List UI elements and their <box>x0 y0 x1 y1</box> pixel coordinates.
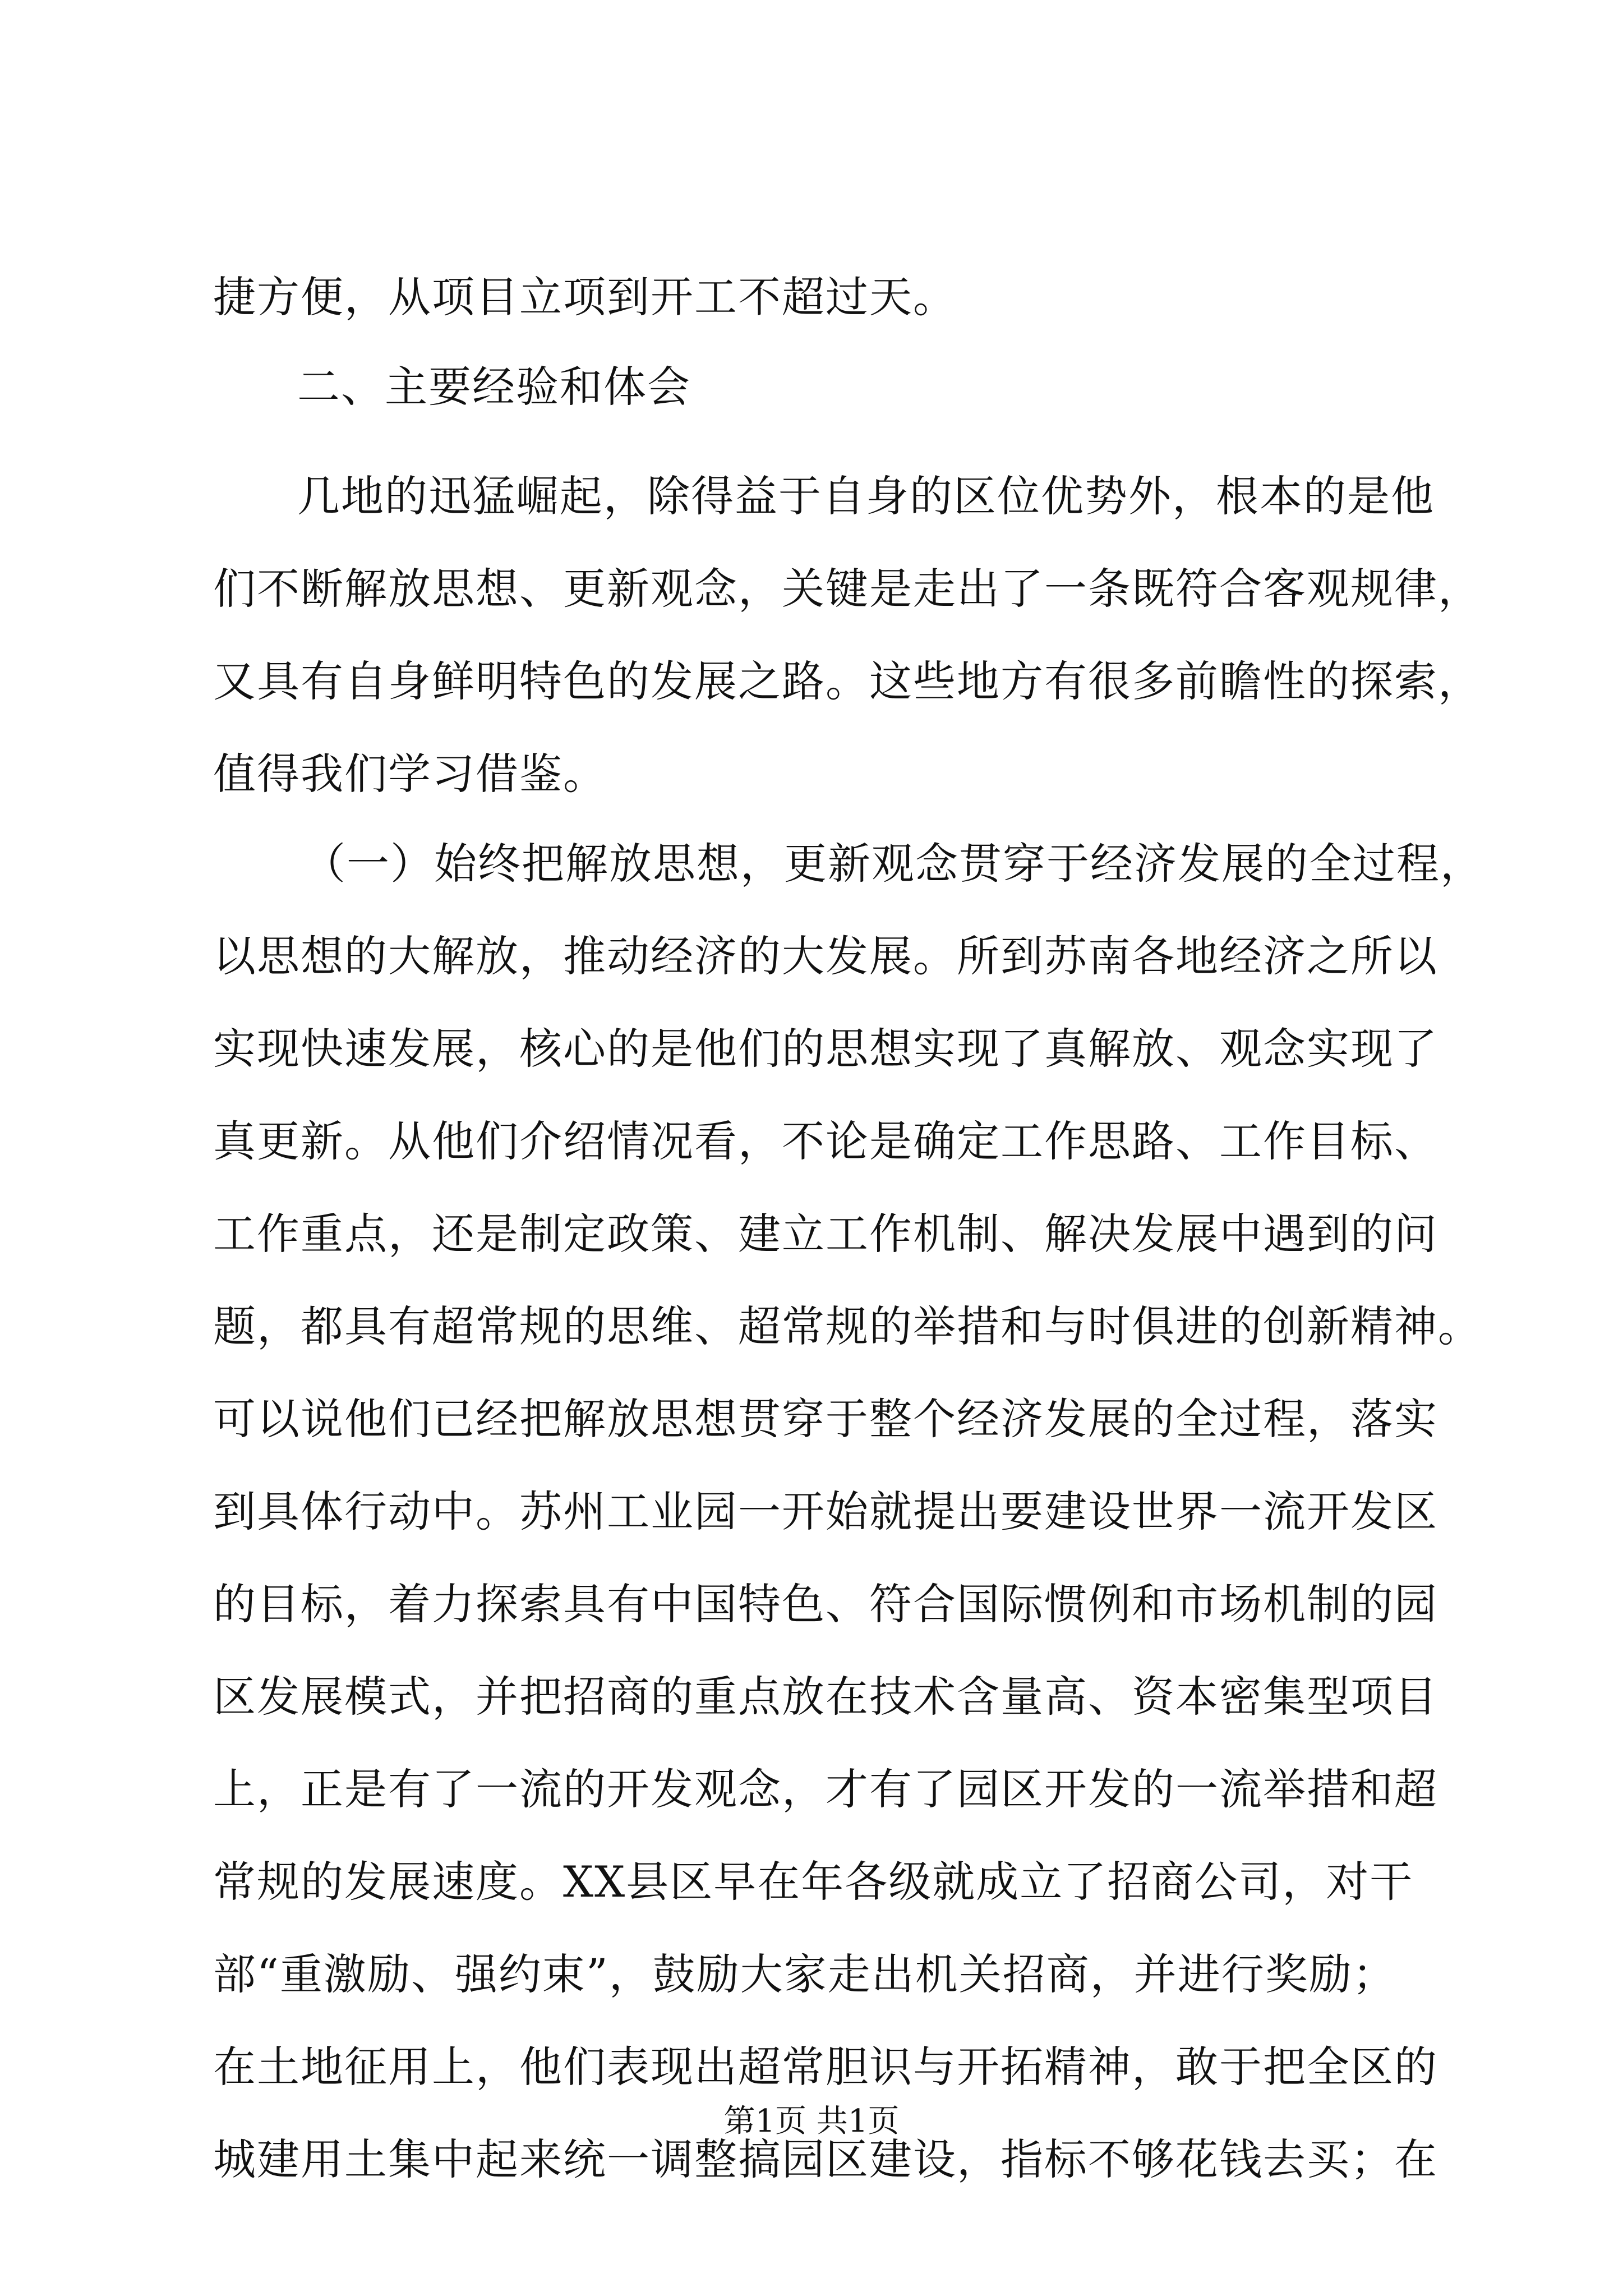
text-line: 部“重激励、强约束”，鼓励大家走出机关招商，并进行奖励； <box>213 1949 1396 1999</box>
text-line: 又具有自身鲜明特色的发展之路。这些地方有很多前瞻性的探索， <box>213 656 1482 706</box>
text-line: 常规的发展速度。XX县区早在年各级就成立了招商公司，对干 <box>213 1857 1414 1907</box>
text-line: 实现快速发展，核心的是他们的思想实现了真解放、观念实现了 <box>213 1024 1438 1074</box>
text-line: 值得我们学习借鉴。 <box>213 749 607 799</box>
text-line: （一）始终把解放思想，更新观念贯穿于经济发展的全过程， <box>303 839 1484 889</box>
text-line: 们不断解放思想、更新观念，关键是走出了一条既符合客观规律， <box>213 564 1482 614</box>
text-line: 到具体行动中。苏州工业园一开始就提出要建设世界一流开发区 <box>213 1487 1438 1536</box>
text-line: 上，正是有了一流的开发观念，才有了园区开发的一流举措和超 <box>213 1764 1438 1814</box>
text-line: 可以说他们已经把解放思想贯穿于整个经济发展的全过程，落实 <box>213 1394 1438 1444</box>
text-line: 真更新。从他们介绍情况看，不论是确定工作思路、工作目标、 <box>213 1116 1438 1166</box>
text-line: 区发展模式，并把招商的重点放在技术含量高、资本密集型项目 <box>213 1672 1438 1722</box>
text-line: 城建用土集中起来统一调整搞园区建设，指标不够花钱去买；在 <box>213 2134 1438 2184</box>
text-line: 题，都具有超常规的思维、超常规的举措和与时俱进的创新精神。 <box>213 1301 1482 1351</box>
page-footer: 第1页 共1页 <box>723 2103 900 2139</box>
text-line: 以思想的大解放，推动经济的大发展。所到苏南各地经济之所以 <box>213 931 1438 981</box>
text-line: 捷方便，从项目立项到开工不超过天。 <box>213 272 957 322</box>
text-line: 工作重点，还是制定政策、建立工作机制、解决发展中遇到的问 <box>213 1209 1438 1259</box>
text-line: 几地的迅猛崛起，除得益于自身的区位优势外，根本的是他 <box>297 471 1435 521</box>
text-line: 在土地征用上，他们表现出超常胆识与开拓精神，敢于把全区的 <box>213 2042 1438 2092</box>
section-heading: 二、主要经验和体会 <box>297 362 691 412</box>
text-line: 的目标，着力探索具有中国特色、符合国际惯例和市场机制的园 <box>213 1579 1438 1629</box>
